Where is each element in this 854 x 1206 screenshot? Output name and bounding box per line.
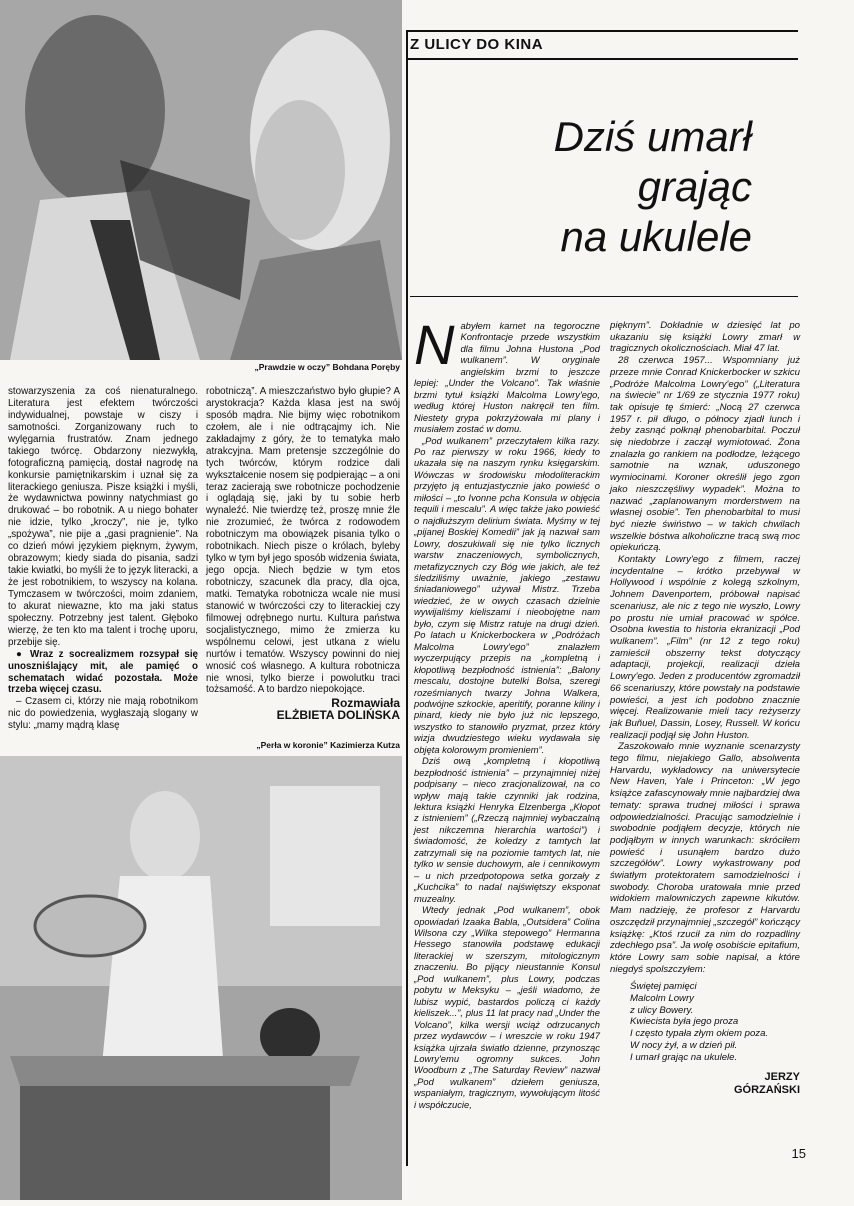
headline-bottom-rule	[410, 296, 798, 297]
author-last-name: GÓRZAŃSKI	[734, 1084, 800, 1097]
poem-line: I umarł grając na ukulele.	[630, 1051, 738, 1063]
drop-cap: N	[414, 313, 455, 376]
interview-lead-question: ● Wraz z socrealizmem rozsypał się unoszniślający mit, ale pamięć o schematach widać pozostała. Może trzeba więcej czasu.	[8, 648, 198, 696]
interview-column-1	[8, 386, 198, 732]
headline-line: na ukulele	[560, 213, 752, 260]
section-top-rule	[406, 30, 798, 32]
article-column-1	[414, 313, 600, 1110]
page-number: 15	[791, 1146, 806, 1161]
top-photo	[0, 0, 402, 360]
article-paragraph: „Pod wulkanem” przeczytałem kilka razy. Po raz pierwszy w roku 1966, kiedy to ukazała się na naszym rynku księgarskim. Wówczas w środowisku młodoliterackim przyjęto ją entuzjastycznie jako powieść o miłości – „to Ivonne pcha Konsula w objęcia tequili i mescalu”. A więc także jako powieść o najdłuższym delirium świata. Myśmy w tej „pijanej Boskiej Komedii” jak ją nazwał sam Lowry, doszukiwali się nie tylko licznych warstw znaczeniowych, symbolicznych, metafizycznych czy Bóg wie jakich, ale też śledziliśmy uważnie, jakiego „zestawu śniadaniowego” używał Mistrz. Trzeba wiedzieć, że w owych czasach dzielnie wywijaliśmy kieliszami i nieobojętne nam było, czym się Mistrz ratuje na drugi dzień. Po latach u Knickerbockera w „Podróżach Malcolma Lowry'ego” znalazłem wyczerpujący przepis na „kompletną i kłopotliwą bezpłodność istnienia”: „Balony mescalu, dostojne butelki Bolsa, szeregi roześmianych twarzy Johna Walkera, podwójne szkockie, aperitify, poranne kiliny i pinard, kiedy nie było już nic lepszego, wszystko to stanowiło pryzmat, przez który wizja dwudziestego wieku wydawała się objęta kolorowym promieniem”.	[414, 434, 600, 755]
poem-line: I często typała złym okiem poza.	[630, 1028, 769, 1040]
article-paragraph: Dziś ową „kompletną i kłopotliwą bezpłodność istnienia” – przynajmniej niżej podpisany – nieco zracjonalizował, na co wpływ mają takie czynniki jak rodzina, lektura książki Henryka Elzenberga „Kłopot z istnieniem” („Rzeczą najmniej wybaczalną jest nikczemna hierarchia wartości”) i świadomość, że koledzy z tamtych lat zatrzymali się na poziomie tamtych lat, nie tylko w sensie duchowym, ale i cennikowym – u nich przedpotopowa setka gorzały z „Kuchcika” to nadal najświętszy eksponat muzealny.	[414, 755, 600, 904]
interview-paragraph: – Czasem ci, którzy nie mają robotnikom nic do powiedzenia, wygłaszają slogany w stylu: „mamy mądrą klasę	[8, 696, 198, 732]
headline-line: grając	[637, 163, 752, 210]
poem-line: W nocy żył, a w dzień pił.	[630, 1039, 738, 1051]
article-paragraph: Wtedy jednak „Pod wulkanem”, obok opowiadań Izaaka Babla, „Outsidera” Colina Wilsona czy „Wilka stepowego” Hermanna Hessego stanowiła podstawę edukacji literackiej w szerszym, mitologicznym znaczeniu. Bo pijący nieustannie Konsul „Pod wulkanem”, plus Lowry, podczas pobytu w Meksyku – „jeśli wiadomo, że lubisz wypić, bastardos policzą ci każdy kieliszek...”, plus 11 lat pracy nad „Under the Volcano”, kilka wersji wciąż odrzucanych przez wydawców – i wreszcie w roku 1947 książka ujrzała światło dzienne, przynosząc Lowry'emu ogromny sukces. John Woodburn z „The Saturday Review” nazwał „Pod wulkanem” dziełem geniusza, wspaniałym, tragicznym, wywołującym litość i współczucie,	[414, 904, 600, 1110]
article-paragraph: Nabyłem karnet na tegoroczne Konfrontacje przede wszystkim dla filmu Johna Hustona „Pod wulkanem”. W oryginale angielskim brzmi to jeszcze lepiej: „Under the Volcano”. Tak właśnie brzmi tytuł książki Malcolma Lowry'ego, według której Huston nakręcił ten film. Niestety grypa pokrzyżowała mi plany i musiałem zostać w domu.	[414, 313, 600, 435]
interview-paragraph: stowarzyszenia za coś nienaturalnego. Literatura jest efektem twórczości indywidualnej, powstaje w ciszy i samotności. Zorganizowany ruch to wylęgarnia frustratów. Znam jednego takiego twórcę. Obdarzony niezwykłą, fotograficzną pamięcią, dostał nagrodę na konkursie pamiętnikarskim i uznał się za literackiego geniusza. Pisze książki i myśli, że wydawnictwa powinny natychmiast go drukować – bo robotnik. A u niego bohater nie idzie, tylko „kroczy”, nie je, tylko „spożywa”, nie pije a „gasi pragnienie”. Na co dzień mówi językiem pięknym, żywym, obrazowym; kiedy siada do pisania, sadzi takie kwiatki, bo myśli że to język literacki, a że jest robotnikiem, to wszyscy na kolana. Tymczasem w twórczości, moim zdaniem, to akurat niewazne, kto ma jaki status społeczny. Potrzebny jest talent. Głęboko wierzę, że ten kto ma talent i trochę uporu, przebije się.	[8, 386, 199, 648]
article-paragraph: 28 czerwca 1957... Wspomniany już przeze mnie Conrad Knickerbocker w szkicu „Podróże Malcolma Lowry'ego” („Literatura na świecie” nr 1/69 ze stycznia 1977 roku) tak opisuje tę śmierć: „Nocą 27 czerwca 1957 r. pił długo, o północy zjadł lunch i żeby zasnąć połknął phenobarbital. Poczuł się niedobrze i zaczął wymiotować. Żona znalazła go rankiem na podłodze, leżącego samotnie na wznak, uduszonego wymiocinami. Koroner określił jego zgon jako nieszczęśliwy wypadek”. Można to nazwać „zaplanowanym morderstwem na własnej osobie”. Ten phenobarbital to musi być niezłe świństwo – w takich chwilach wszelkie bóstwa alkoholiczne tracą swą moc opiekuńczą.	[610, 355, 800, 554]
film-still-image	[0, 0, 402, 360]
section-label: Z ULICY DO KINA	[410, 36, 544, 53]
bottom-photo-caption: „Perła w koronie” Kazimierza Kutza	[256, 740, 400, 750]
poem-line: Świętej pamięci	[630, 981, 697, 993]
interviewer-name: ELŻBIETA DOLIŃSKA	[276, 708, 400, 723]
interviewer-label: Rozmawiała	[331, 696, 400, 711]
article-paragraph: pięknym”. Dokładnie w dziesięć lat po ukazaniu się książki Lowry zmarł w tragicznych okolicznościach. Miał 47 lat.	[610, 320, 800, 355]
article-headline	[452, 112, 752, 262]
section-underline-rule	[406, 58, 798, 60]
poem-line: Malcolm Lowry	[630, 993, 694, 1005]
film-still-image	[0, 756, 402, 1200]
interview-paragraph: robotniczą”. A mieszczaństwo było głupie? A arystokracja? Każda klasa jest na swój sposób mądra. Nie bijmy więc robotnikom czołem, ale i nie odtrącajmy ich. Nie zakładajmy z góry, że to tematyka mało atrakcyjna. Mam pretensje szczególnie do tych twórców, którym rodzice dali wykształcenie nosem się podpierając – a oni teraz zacierają swe robotnicze pochodzenie i oglądają się, jaki by tu sobie herb wynaleźć. Nie twierdzę też, proszę mnie źle nie zrozumieć, że twórca z rodowodem robotniczym ma obowiązek pisania tylko o robotnikach. Niech pisze o królach, byleby tylko w tym był jego sposób widzenia świata, jego opcja. Niech będzie w tym etos robotniczy, szacunek dla pracy, dla ojca, matki. Tematyka robotnicza wcale nie musi stanowić w twórczości czy to literackiej czy filmowej odrębnego nurtu. Kultura państwa socjalistycznego, mimo że zmierza ku wspólnemu celowi, jest utkana z wielu nurtów i tematów. Wszyscy powinni do niej wnosić coś własnego. A kultura robotnicza nie wnosi, tylko bierze i powolutku traci tożsamość. A to bardzo niepokojące.	[206, 386, 400, 696]
article-paragraph: Zaszokowało mnie wyznanie scenarzysty tego filmu, niejakiego Gallo, absolwenta Harvardu, wykładowcy na uniwersytecie New Haven, Yale i Princeton: „W jego książce zafascynowały mnie najbardziej dwa tematy: sprawa trudnej miłości i sprawa odpowiedzialności. Pracując samodzielnie i swobodnie podjąłem decyzje, których nie podjąłbym w innych warunkach: skróciłem powieść i usunąłem bardzo dużo szczegółów”. Lowry wykastrowany pod światłym protektoratem samodzielności i swobody. Choroba uratowała mnie przed widokiem malowniczych zapewne kikutów. Mam nadzieję, że profesor z Harvardu oszczędził przynajmniej „szczegół” kończący książkę: „Ktoś rzucił za nim do rozpadliny zdechłego psa”. Ja wolę osobiście epitafium, które Lowry sam sobie napisał, a które niegdyś spolszczyłem:	[610, 741, 800, 975]
top-photo-caption: „Prawdzie w oczy” Bohdana Poręby	[254, 362, 400, 372]
bottom-photo	[0, 756, 402, 1200]
author-first-name: JERZY	[764, 1071, 800, 1084]
column-vertical-rule	[406, 30, 408, 1166]
epitaph-poem	[630, 981, 800, 1063]
poem-line: Kwiecista była jego proza	[630, 1016, 739, 1028]
headline-line: Dziś umarł	[553, 113, 752, 160]
poem-line: z ulicy Bowery.	[630, 1004, 694, 1016]
article-paragraph: Kontakty Lowry'ego z filmem, raczej incydentalne – krótko przebywał w Hollywood i wspólnie z kolegą szkolnym, Johnem Davenportem, próbował napisać scenariusz, ale nic z tego nie wyszło, Lowry po prostu nie umiał pracować w spółce. Osobna kwestia to historia ekranizacji „Pod wulkanem”. „Film” (nr 12 z tego roku) zamieścił obszerny tekst dotyczący adaptacji, projekcji, realizacji dzieła Lowry'ego. Jeden z producentów zgromadził 66 scenariuszy, które powstały na podstawie powieści, a jest ich podobno znacznie więcej. Realizowanie mieli tacy reżyserzy jak Buñuel, Dassin, Losey, Russell. W końcu realizacji podjął się John Huston.	[610, 554, 800, 741]
article-column-2	[610, 320, 800, 1097]
interview-column-2	[206, 386, 400, 722]
